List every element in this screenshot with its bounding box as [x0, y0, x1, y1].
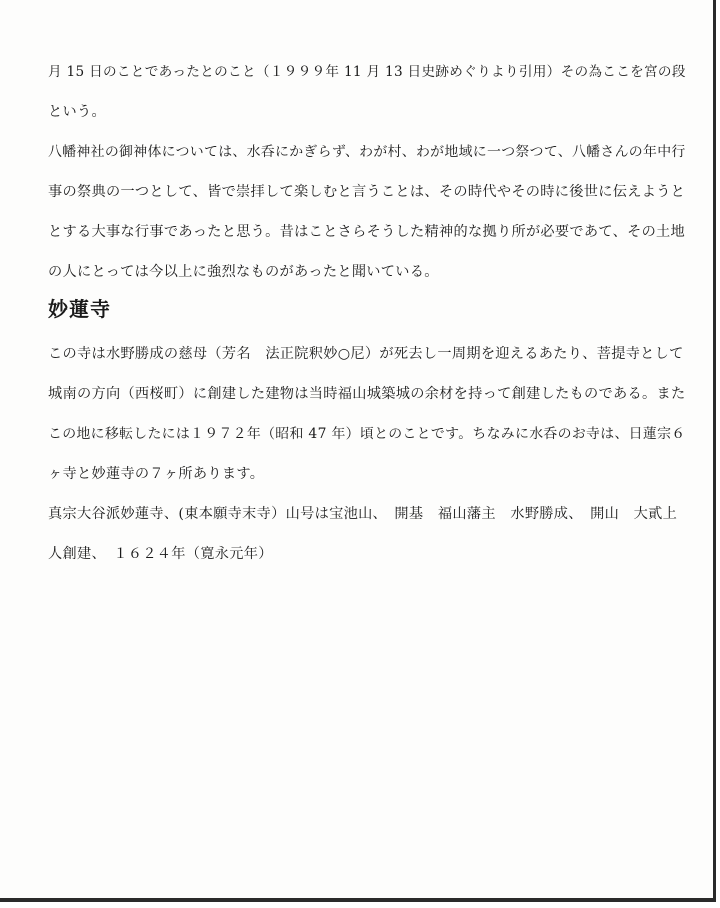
text-line: 真宗大谷派妙蓮寺、(東本願寺末寺）山号は宝池山、 開基 福山藩主 水野勝成、 開山 大貳上 [48, 506, 678, 522]
text-line: 月 15 日のことであったとのこと（１９９９年 11 月 13 日史跡めぐりより引用）その為ここを宮の段 [48, 64, 686, 80]
text-line: この寺は水野勝成の慈母（芳名 法正院釈妙○尼）が死去し一周期を迎えるあたり、菩提寺として [48, 346, 684, 362]
text-line: 人創建、 １６２４年（寛永元年） [48, 546, 273, 562]
text-line: 城南の方向（西桜町）に創建した建物は当時福山城築城の余材を持って創建したものである。また [48, 386, 686, 402]
text-line: この地に移転したには１９７２年（昭和 47 年）頃とのことです。ちなみに水呑のお寺は、日蓮宗６ [48, 426, 686, 442]
text-line: ヶ寺と妙蓮寺の７ヶ所あります。 [48, 466, 265, 482]
paragraph-myorenji-history [48, 334, 688, 494]
paragraph-hachiman-shrine [48, 132, 688, 292]
section-heading: 妙蓮寺 [48, 297, 111, 321]
text-line: 事の祭典の一つとして、皆で崇拝して楽しむと言うことは、その時代やその時に後世に伝えようと [48, 184, 686, 200]
text-line: とする大事な行事であったと思う。昔はことさらそうした精神的な拠り所が必要であて、その土地 [48, 224, 686, 240]
text-line: の人にとっては今以上に強烈なものがあったと聞いている。 [48, 264, 439, 280]
paragraph-miyanodan [48, 52, 688, 132]
text-line: という。 [48, 104, 106, 120]
text-line: 八幡神社の御神体については、水呑にかぎらず、わが村、わが地域に一つ祭つて、八幡さんの年中行 [48, 144, 686, 160]
document-body [48, 52, 688, 574]
paragraph-myorenji-details [48, 494, 688, 574]
